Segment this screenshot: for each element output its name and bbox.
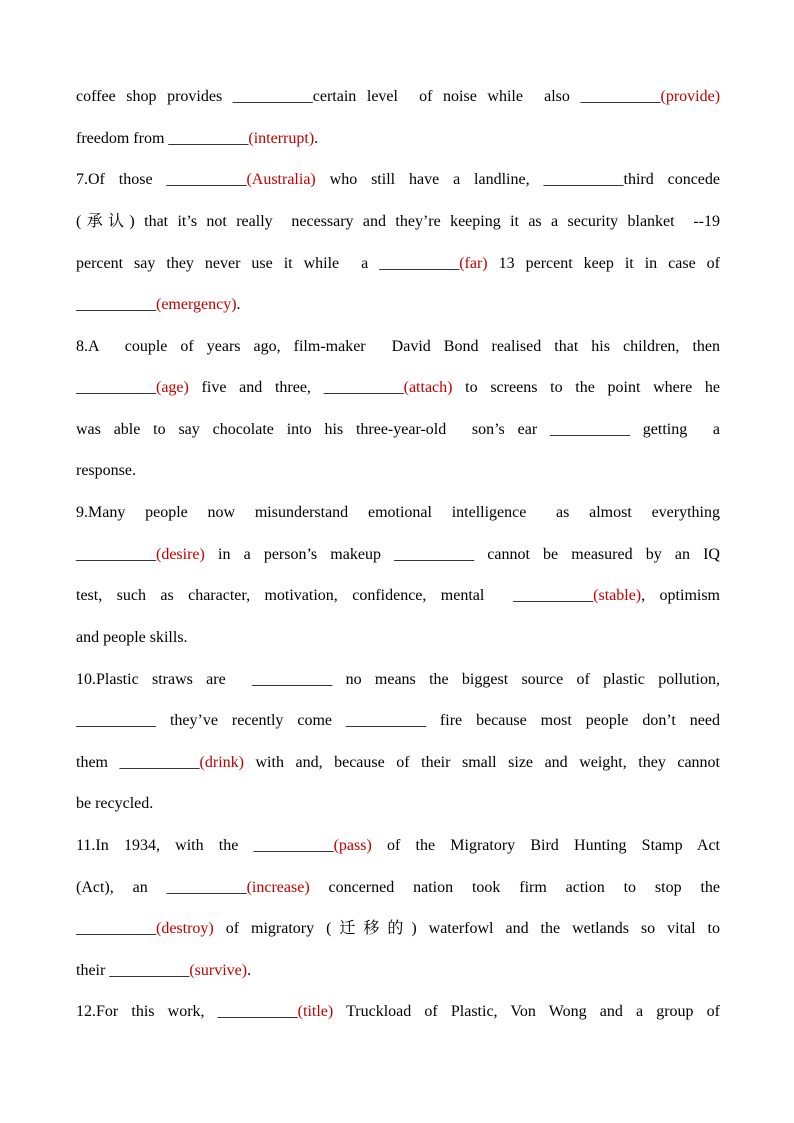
answer-blank[interactable]: __________ (513, 587, 594, 604)
answer-blank[interactable]: __________ (109, 962, 190, 979)
sentence-text: . (236, 296, 241, 313)
answer-blank[interactable]: __________ (76, 379, 156, 396)
word-hint: (drink) (199, 754, 244, 771)
sentence-text: test, such as character, motivation, confidence, mental (76, 587, 514, 604)
text-line (76, 668, 720, 692)
word-hint: (attach) (403, 379, 453, 396)
word-hint: (increase) (246, 879, 310, 896)
sentence-text: coffee shop provides (76, 88, 233, 105)
text-line (76, 85, 720, 109)
answer-blank[interactable]: __________ (580, 88, 661, 105)
word-hint: (provide) (660, 88, 721, 105)
text-line (76, 293, 720, 317)
text-line (76, 501, 720, 525)
sentence-text: . (314, 130, 319, 147)
word-hint: (survive) (189, 962, 248, 979)
sentence-text: cannot be measured by an IQ (474, 546, 720, 563)
answer-blank[interactable]: __________ (549, 421, 630, 438)
sentence-text: (承认) that it’s not really necessary and they’re keeping it as a security blanket --19 (76, 213, 720, 230)
sentence-text: 7.Of those (76, 171, 167, 188)
sentence-text: fire because most people don’t need (425, 712, 720, 729)
sentence-text: their (76, 962, 110, 979)
sentence-text: concerned nation took firm action to stop the (309, 879, 720, 896)
answer-blank[interactable]: __________ (253, 837, 334, 854)
text-line (76, 543, 720, 567)
sentence-text: certain level of noise while also (312, 88, 581, 105)
sentence-text: freedom from (76, 130, 169, 147)
sentence-text: 8.A couple of years ago, film-maker David Bond realised that his children, then (76, 338, 720, 355)
answer-blank[interactable]: __________ (76, 546, 156, 563)
sentence-text: (Act), an (76, 879, 167, 896)
text-line (76, 418, 720, 442)
sentence-text: of migratory (迁移的) waterfowl and the wetlands so vital to (213, 920, 720, 937)
sentence-text: no means the biggest source of plastic pollution, (332, 671, 720, 688)
answer-blank[interactable]: __________ (379, 255, 460, 272)
text-line (76, 1000, 720, 1024)
answer-blank[interactable]: __________ (252, 671, 333, 688)
sentence-text: getting a (629, 421, 720, 438)
sentence-text: 9.Many people now misunderstand emotional intelligence as almost everything (76, 504, 720, 521)
word-hint: (desire) (156, 546, 205, 563)
text-line (76, 792, 720, 816)
sentence-text: 13 percent keep it in case of (487, 255, 720, 272)
text-line (76, 834, 720, 858)
text-line (76, 584, 720, 608)
word-hint: (age) (156, 379, 189, 396)
text-line (76, 917, 720, 941)
sentence-text: Truckload of Plastic, Von Wong and a group of (333, 1003, 721, 1020)
text-line (76, 459, 720, 483)
sentence-text: percent say they never use it while a (76, 255, 380, 272)
sentence-text: five and three, (188, 379, 324, 396)
sentence-text: response. (76, 462, 136, 479)
word-hint: (destroy) (156, 920, 214, 937)
sentence-text: 10.Plastic straws are (76, 671, 253, 688)
answer-blank[interactable]: __________ (345, 712, 426, 729)
sentence-text: of the Migratory Bird Hunting Stamp Act (371, 837, 720, 854)
text-line (76, 168, 720, 192)
text-line (76, 959, 720, 983)
text-line (76, 709, 720, 733)
sentence-text: with and, because of their small size and weight, they cannot (243, 754, 720, 771)
answer-blank[interactable]: __________ (217, 1003, 298, 1020)
word-hint: (emergency) (156, 296, 237, 313)
sentence-text: to screens to the point where he (452, 379, 720, 396)
text-line (76, 751, 720, 775)
sentence-text: and people skills. (76, 629, 188, 646)
word-hint: (pass) (333, 837, 372, 854)
text-line (76, 335, 720, 359)
sentence-text: . (247, 962, 252, 979)
answer-blank[interactable]: __________ (323, 379, 404, 396)
word-hint: (stable) (593, 587, 642, 604)
answer-blank[interactable]: __________ (232, 88, 313, 105)
answer-blank[interactable]: __________ (76, 712, 156, 729)
sentence-text: be recycled. (76, 795, 154, 812)
text-line (76, 876, 720, 900)
answer-blank[interactable]: __________ (166, 171, 247, 188)
answer-blank[interactable]: __________ (119, 754, 200, 771)
word-hint: (title) (297, 1003, 334, 1020)
sentence-text: in a person’s makeup (204, 546, 395, 563)
text-line (76, 376, 720, 400)
text-line (76, 210, 720, 234)
sentence-text: them (76, 754, 120, 771)
answer-blank[interactable]: __________ (166, 879, 247, 896)
sentence-text: , optimism (641, 587, 721, 604)
text-line (76, 626, 720, 650)
sentence-text: they’ve recently come (156, 712, 346, 729)
sentence-text: 11.In 1934, with the (76, 837, 254, 854)
word-hint: (far) (459, 255, 488, 272)
sentence-text: third concede (623, 171, 721, 188)
answer-blank[interactable]: __________ (543, 171, 624, 188)
sentence-text: who still have a landline, (315, 171, 544, 188)
answer-blank[interactable]: __________ (394, 546, 475, 563)
answer-blank[interactable]: __________ (76, 296, 156, 313)
word-hint: (interrupt) (248, 130, 315, 147)
text-line (76, 127, 720, 151)
answer-blank[interactable]: __________ (168, 130, 249, 147)
sentence-text: was able to say chocolate into his three-year-old son’s ear (76, 421, 550, 438)
sentence-text: 12.For this work, (76, 1003, 218, 1020)
word-hint: (Australia) (246, 171, 316, 188)
answer-blank[interactable]: __________ (76, 920, 156, 937)
text-line (76, 252, 720, 276)
